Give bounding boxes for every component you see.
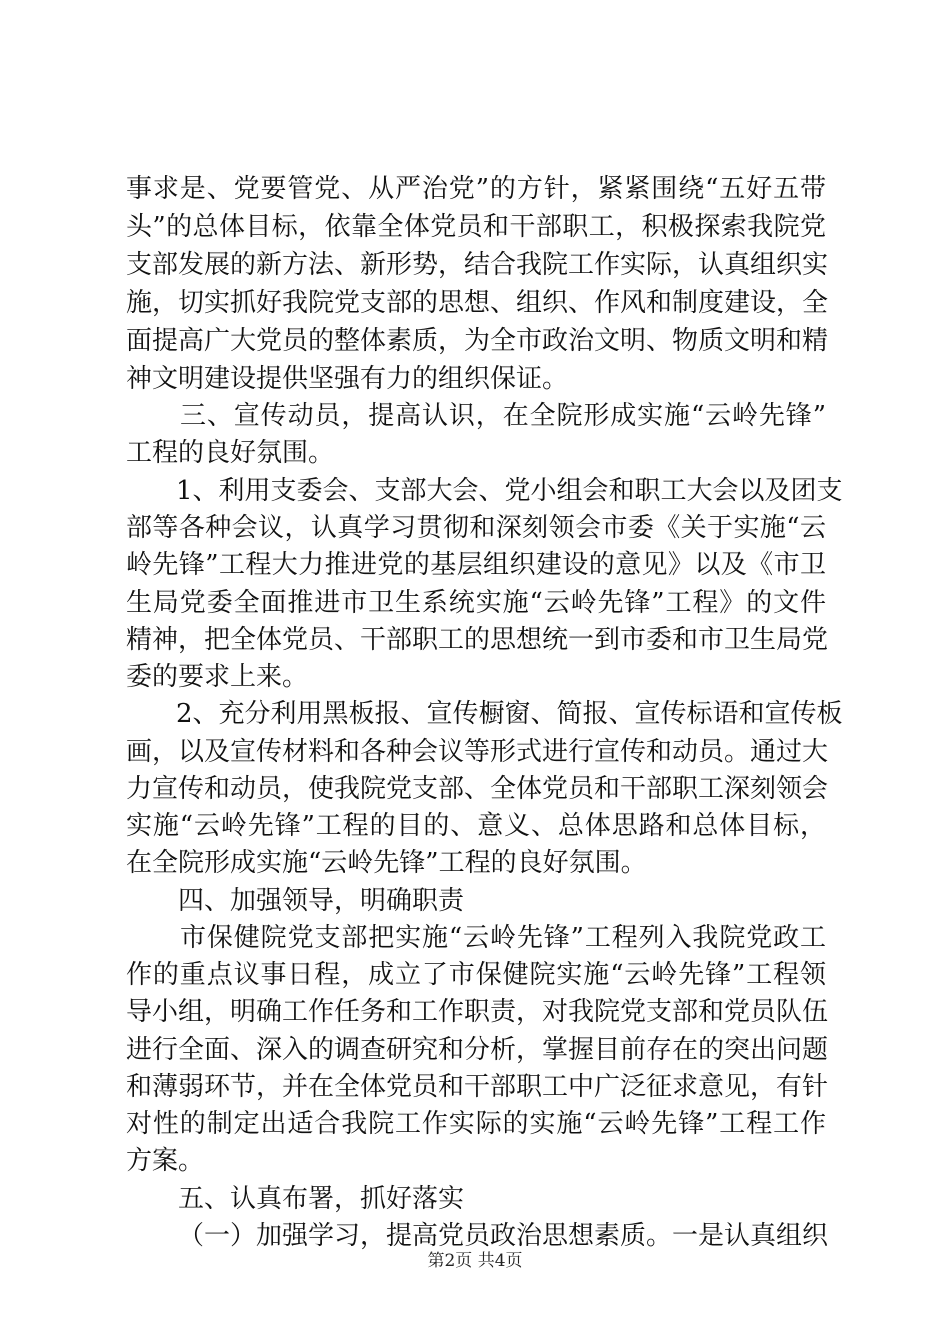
body-line: 方案。 <box>126 1146 205 1176</box>
section-heading: 五、认真布署，抓好落实 <box>178 1184 465 1214</box>
body-line: 精神，把全体党员、干部职工的思想统一到市委和市卫生局党 <box>126 625 829 655</box>
body-line: 部等各种会议，认真学习贯彻和深刻领会市委《关于实施“云 <box>126 513 826 543</box>
body-line: 支部发展的新方法、新形势，结合我院工作实际，认真组织实 <box>126 250 829 280</box>
body-line: 1、利用支委会、支部大会、党小组会和职工大会以及团支 <box>176 476 843 506</box>
body-line: 施，切实抓好我院党支部的思想、组织、作风和制度建设，全 <box>126 288 829 318</box>
page-number: 第2页 共4页 <box>427 1251 523 1271</box>
section-heading: 四、加强领导，明确职责 <box>178 886 465 916</box>
body-line: 画，以及宣传材料和各种会议等形式进行宣传和动员。通过大 <box>126 737 829 767</box>
body-line: 2、充分利用黑板报、宣传橱窗、简报、宣传标语和宣传板 <box>176 699 843 729</box>
body-line: 在全院形成实施“云岭先锋”工程的良好氛围。 <box>126 848 647 878</box>
body-line: 作的重点议事日程，成立了市保健院实施“云岭先锋”工程领 <box>126 960 826 990</box>
body-line: 进行全面、深入的调查研究和分析，掌握目前存在的突出问题 <box>126 1035 829 1065</box>
body-line: 面提高广大党员的整体素质，为全市政治文明、物质文明和精 <box>126 326 829 356</box>
section-heading: 三、宣传动员，提高认识，在全院形成实施“云岭先锋” <box>180 401 826 431</box>
body-line: 力宣传和动员，使我院党支部、全体党员和干部职工深刻领会 <box>126 774 829 804</box>
body-line: 事求是、党要管党、从严治党”的方针，紧紧围绕“五好五带 <box>126 174 826 204</box>
body-line: 和薄弱环节，并在全体党员和干部职工中广泛征求意见，有针 <box>126 1072 829 1102</box>
body-line: （一）加强学习，提高党员政治思想素质。一是认真组织 <box>178 1221 829 1251</box>
body-line: 导小组，明确工作任务和工作职责，对我院党支部和党员队伍 <box>126 997 829 1027</box>
body-line: 头”的总体目标，依靠全体党员和干部职工，积极探索我院党 <box>126 212 826 242</box>
body-line: 市保健院党支部把实施“云岭先锋”工程列入我院党政工 <box>180 923 826 953</box>
body-line: 岭先锋”工程大力推进党的基层组织建设的意见》以及《市卫 <box>126 550 826 580</box>
body-line: 委的要求上来。 <box>126 662 309 692</box>
section-heading: 工程的良好氛围。 <box>126 438 335 468</box>
body-line: 实施“云岭先锋”工程的目的、意义、总体思路和总体目标， <box>126 811 826 841</box>
body-line: 神文明建设提供坚强有力的组织保证。 <box>126 364 569 394</box>
body-line: 对性的制定出适合我院工作实际的实施“云岭先锋”工程工作 <box>126 1109 826 1139</box>
body-line: 生局党委全面推进市卫生系统实施“云岭先锋”工程》的文件 <box>126 588 826 618</box>
